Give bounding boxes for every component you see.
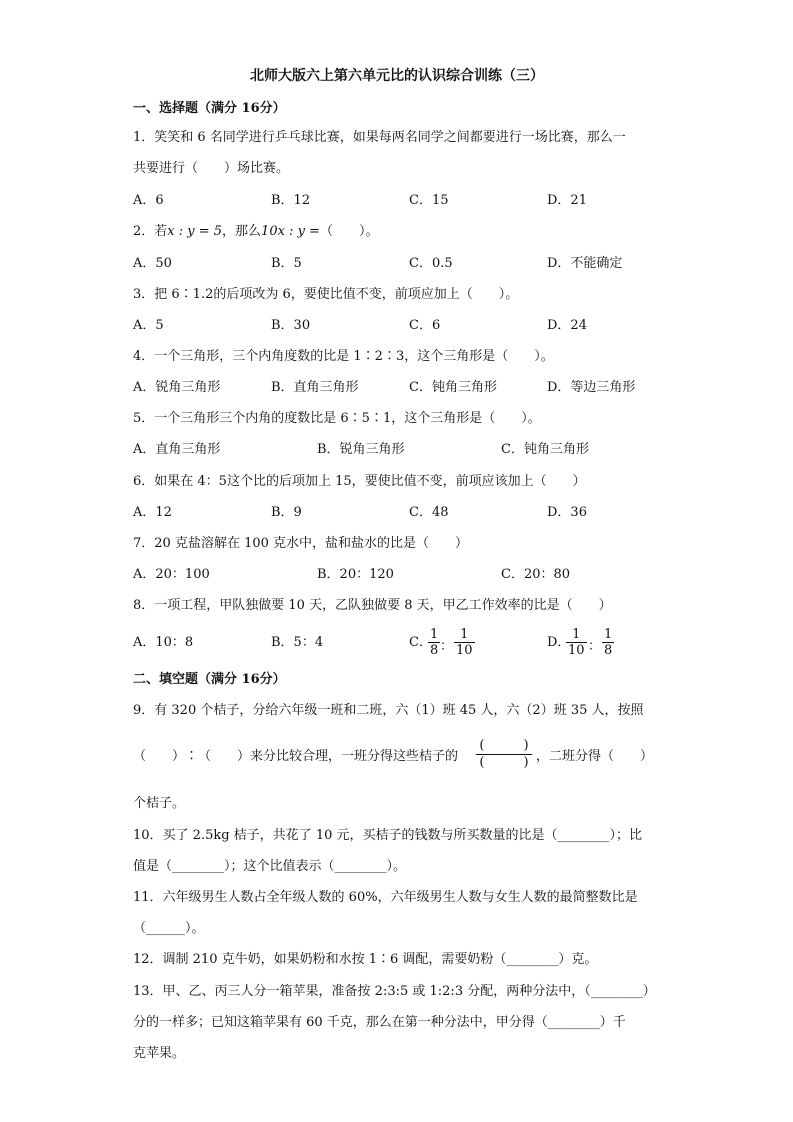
question-1-line-1: 1．笑笑和 6 名同学进行乒乓球比赛，如果每两名同学之间都要进行一场比赛，那么一 — [133, 130, 626, 145]
question-2-prefix: 2．若 — [133, 224, 168, 239]
question-8-option-d-fraction-1 — [566, 627, 587, 658]
question-9-blank-fraction — [476, 738, 532, 771]
question-8-option-d-label: D． — [547, 635, 571, 650]
question-2-option-a: A．50 — [133, 256, 172, 271]
question-9-line-3: 个桔子。 — [133, 796, 186, 811]
question-8-option-c-fraction-2 — [454, 627, 475, 658]
fraction-numerator: 1 — [430, 627, 439, 642]
question-1-line-2: 共要进行（ ）场比赛。 — [133, 161, 290, 176]
question-8-line: 8．一项工程，甲队独做要 10 天，乙队独做要 8 天，甲乙工作效率的比是（ ） — [133, 598, 612, 613]
question-13-line-2: 分的一样多；已知这箱苹果有 60 千克，那么在第一种分法中，甲分得（________）千 — [133, 1015, 626, 1030]
section-heading-fill: 二、填空题（满分 16分） — [133, 672, 286, 687]
question-3-option-d: D．24 — [547, 318, 587, 333]
fraction-numerator: 1 — [604, 627, 613, 642]
question-1-option-c: C．15 — [409, 193, 449, 208]
question-2-option-b: B．5 — [271, 256, 302, 271]
question-8-option-c-label: C． — [409, 635, 432, 650]
question-3-option-c: C．6 — [409, 318, 441, 333]
question-9-line-2a: （ ）∶（ ）来分比较合理，一班分得这些桔子的 — [133, 749, 459, 764]
question-9-line-1: 9．有 320 个桔子，分给六年级一班和二班，六（1）班 45 人，六（2）班 35 人，按照 — [133, 703, 644, 718]
question-6-line: 6．如果在 4：5这个比的后项加上 15，要使比值不变，前项应该加上（ ） — [133, 474, 586, 489]
blank-denominator: ( ) — [479, 755, 529, 770]
question-6-option-d: D．36 — [547, 505, 587, 520]
fraction-denominator: 8 — [604, 643, 613, 658]
section-heading-choice: 一、选择题（满分 16分） — [133, 101, 286, 116]
fraction-denominator: 8 — [430, 643, 439, 658]
question-5-option-c: C．钝角三角形 — [501, 442, 589, 457]
question-1-option-b: B．12 — [271, 193, 311, 208]
blank-numerator: ( ) — [479, 738, 529, 753]
fraction-denominator: 10 — [456, 643, 473, 658]
fraction-numerator: 1 — [460, 627, 469, 642]
page-title: 北师大版六上第六单元比的认识综合训练（三） — [250, 68, 544, 84]
question-2-expression-1: x : y = 5 — [167, 224, 223, 239]
question-3-option-b: B．30 — [271, 318, 311, 333]
question-3-line: 3．把 6∶1.2的后项改为 6，要使比值不变，前项应加上（ ）。 — [133, 287, 519, 302]
question-4-option-a: A．锐角三角形 — [133, 380, 221, 395]
question-2-expression-2: 10x : y = — [261, 224, 320, 239]
question-8-option-a: A．10：8 — [133, 635, 194, 650]
question-5-option-a: A．直角三角形 — [133, 442, 221, 457]
question-11-line-1: 11．六年级男生人数占全年级人数的 60%，六年级男生人数与女生人数的最简整数比是 — [133, 890, 638, 905]
question-12-line: 12．调制 210 克牛奶，如果奶粉和水按 1∶6 调配，需要奶粉（________）克。 — [133, 952, 598, 967]
question-4-option-c: C．钝角三角形 — [409, 380, 497, 395]
question-4-line: 4．一个三角形，三个内角度数的比是 1∶2∶3，这个三角形是（ ）。 — [133, 349, 554, 364]
question-6-option-b: B．9 — [271, 505, 302, 520]
question-9-line-2b: ，二班分得（ ） — [536, 749, 654, 764]
question-10-line-2: 值是（________）；这个比值表示（________）。 — [133, 859, 407, 874]
question-2-middle: ，那么 — [222, 224, 262, 239]
question-10-line-1: 10．买了 2.5kg 桔子，共花了 10 元，买桔子的钱数与所买数量的比是（________）；比 — [133, 828, 642, 843]
question-13-line-3: 克苹果。 — [133, 1046, 186, 1061]
question-2-option-d: D．不能确定 — [547, 256, 623, 271]
question-6-option-c: C．48 — [409, 505, 449, 520]
ratio-colon: ： — [440, 639, 454, 654]
question-1-option-d: D．21 — [547, 193, 587, 208]
question-4-option-d: D．等边三角形 — [547, 380, 636, 395]
ratio-colon: ： — [588, 639, 602, 654]
fraction-numerator: 1 — [572, 627, 581, 642]
question-2-option-c: C．0.5 — [409, 256, 453, 271]
question-13-line-1: 13．甲、乙、丙三人分一箱苹果，准备按 2:3:5 或 1:2:3 分配，两种分法中，（________） — [133, 984, 656, 999]
question-8-option-c-fraction-1 — [428, 627, 440, 658]
question-7-line: 7．20 克盐溶解在 100 克水中，盐和盐水的比是（ ） — [133, 536, 469, 551]
question-5-option-b: B．锐角三角形 — [317, 442, 405, 457]
fraction-denominator: 10 — [568, 643, 585, 658]
question-8-option-b: B．5：4 — [271, 635, 324, 650]
question-3-option-a: A．5 — [133, 318, 164, 333]
question-7-option-c: C．20：80 — [501, 567, 571, 582]
question-1-option-a: A．6 — [133, 193, 164, 208]
question-4-option-b: B．直角三角形 — [271, 380, 359, 395]
question-6-option-a: A．12 — [133, 505, 172, 520]
question-11-line-2: （______）。 — [133, 921, 205, 936]
question-5-line: 5．一个三角形三个内角的度数比是 6∶5∶1，这个三角形是（ ）。 — [133, 411, 541, 426]
question-7-option-b: B．20：120 — [317, 567, 394, 582]
question-2-line — [133, 224, 378, 240]
question-2-suffix: （ ）。 — [319, 224, 379, 239]
question-7-option-a: A．20：100 — [133, 567, 210, 582]
question-8-option-d-fraction-2 — [602, 627, 614, 658]
